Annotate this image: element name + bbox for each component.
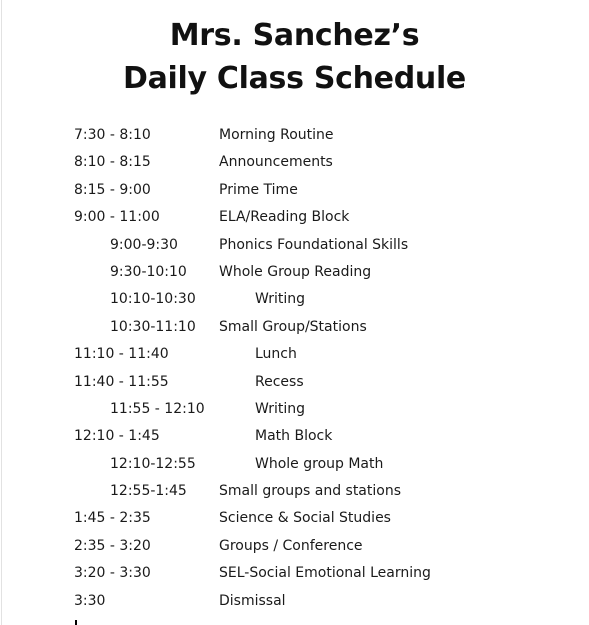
schedule-activity: Writing [255,400,305,417]
schedule-activity: Announcements [219,154,333,171]
schedule-time: 9:00-9:30 [110,236,178,253]
schedule-time: 3:20 - 3:30 [74,565,151,582]
schedule-time: 2:35 - 3:20 [74,537,151,554]
schedule-time: 12:10-12:55 [110,455,196,472]
schedule-activity: Writing [255,291,305,308]
schedule-time: 11:55 - 12:10 [110,400,205,417]
schedule-row [0,204,589,231]
schedule-activity: Math Block [255,428,333,445]
schedule-activity: Whole group Math [255,455,384,472]
schedule-time: 9:30-10:10 [110,263,187,280]
page-title [0,14,589,100]
schedule-activity: Whole Group Reading [219,263,372,280]
schedule-row [0,341,589,368]
schedule-time: 1:45 - 2:35 [74,510,151,527]
schedule-row [0,533,589,560]
schedule-row [0,369,589,396]
schedule-row [0,505,589,532]
schedule-row [0,588,589,615]
schedule-list [0,122,589,615]
schedule-activity: SEL-Social Emotional Learning [219,565,431,582]
schedule-row [0,314,589,341]
title-line-1: Mrs. Sanchez’s [169,18,420,53]
schedule-row [0,122,589,149]
schedule-row [0,286,589,313]
schedule-row [0,396,589,423]
schedule-time: 12:55-1:45 [110,483,187,500]
schedule-time: 10:30-11:10 [110,318,196,335]
schedule-time: 7:30 - 8:10 [74,127,151,143]
schedule-activity: Small Group/Stations [219,318,367,335]
text-cursor[interactable] [75,620,77,625]
title-line-2: Daily Class Schedule [123,61,466,96]
schedule-time: 8:15 - 9:00 [74,181,151,198]
schedule-activity: Recess [255,373,304,390]
schedule-activity: Dismissal [219,592,286,609]
schedule-activity: Science & Social Studies [219,510,391,527]
schedule-row [0,478,589,505]
schedule-activity: Prime Time [219,181,298,198]
schedule-time: 11:40 - 11:55 [74,373,169,390]
schedule-row [0,259,589,286]
schedule-row [0,560,589,587]
schedule-row [0,177,589,204]
schedule-activity: Morning Routine [219,127,334,143]
schedule-activity: Small groups and stations [219,483,401,500]
schedule-row [0,423,589,450]
schedule-activity: ELA/Reading Block [219,209,350,226]
schedule-activity: Groups / Conference [219,537,363,554]
schedule-row [0,149,589,176]
schedule-time: 9:00 - 11:00 [74,209,160,226]
schedule-activity: Phonics Foundational Skills [219,236,409,253]
schedule-row [0,232,589,259]
schedule-time: 10:10-10:30 [110,291,196,308]
schedule-time: 12:10 - 1:45 [74,428,160,445]
schedule-time: 11:10 - 11:40 [74,346,169,363]
schedule-time: 3:30 [74,592,106,609]
schedule-activity: Lunch [255,346,297,363]
schedule-time: 8:10 - 8:15 [74,154,151,171]
schedule-row [0,451,589,478]
